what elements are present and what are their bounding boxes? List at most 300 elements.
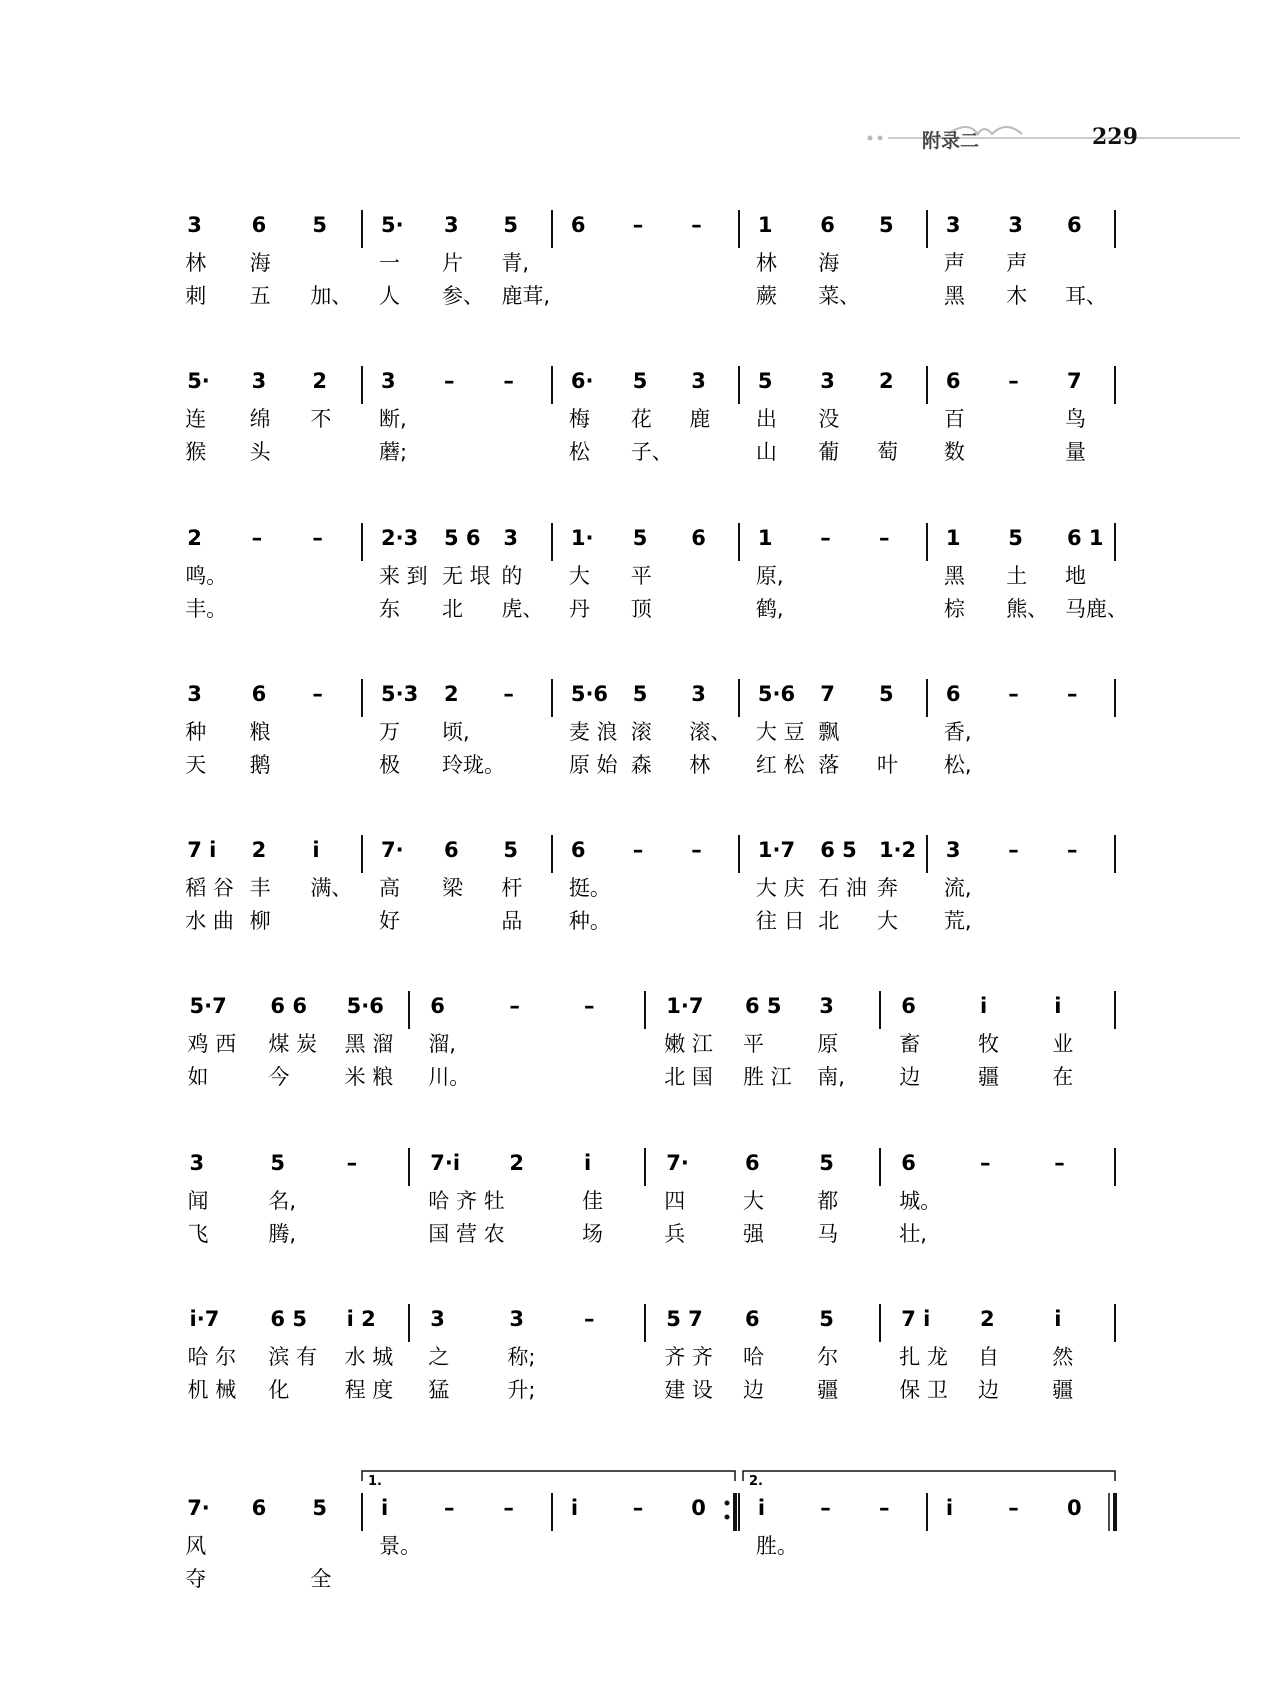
note: i — [757, 1496, 766, 1520]
note: 2 — [187, 526, 202, 550]
repeat-dot — [725, 1501, 730, 1506]
lyric-verse-2: 黑 — [943, 284, 965, 308]
lyric-verse-2: 化 — [268, 1378, 290, 1402]
lyric-verse-2: 子、 — [630, 440, 673, 464]
note: 5 — [503, 838, 519, 862]
note: 2 — [878, 369, 894, 393]
lyric-verse-2: 鹤, — [755, 597, 784, 621]
lyric-verse-1: 哈 齐 牡 — [428, 1189, 505, 1213]
lyric-verse-1: 黑 溜 — [344, 1032, 394, 1056]
lyric-verse-1: 闻 — [187, 1189, 209, 1213]
lyric-verse-2: 保 卫 — [899, 1378, 948, 1402]
note: 7·i — [430, 1151, 461, 1175]
lyric-verse-2: 松, — [943, 753, 972, 777]
volta-bracket-2 — [743, 1471, 1115, 1481]
lyric-verse-1: 水 城 — [344, 1345, 394, 1369]
note: i 2 — [346, 1307, 376, 1331]
lyric-verse-2: 品 — [501, 909, 523, 933]
note: 5 — [757, 369, 773, 393]
lyric-verse-2: 在 — [1052, 1065, 1074, 1089]
note: 1·7 — [757, 838, 796, 862]
lyric-verse-1: 齐 齐 — [664, 1345, 713, 1369]
note: 6 — [901, 994, 916, 1018]
note: 5 — [503, 213, 519, 237]
note: 3 — [820, 369, 835, 393]
lyric-verse-2: 玲珑。 — [442, 753, 505, 777]
lyric-verse-1: 鸡 西 — [187, 1032, 237, 1056]
lyric-verse-1: 自 — [978, 1345, 999, 1369]
note: 1 — [757, 213, 773, 237]
lyric-verse-1: 原 — [817, 1032, 839, 1056]
note: – — [1008, 838, 1019, 862]
lyric-verse-2: 林 — [689, 753, 711, 777]
lyric-verse-1: 声 — [1006, 251, 1028, 275]
note: 6 5 — [745, 994, 782, 1018]
note: i — [583, 1151, 592, 1175]
lyric-verse-1: 大 — [568, 564, 590, 588]
lyric-verse-1: 大 庆 — [755, 876, 805, 900]
note: 5 6 — [444, 526, 481, 550]
lyric-verse-1: 片 — [442, 251, 463, 275]
note: – — [1008, 369, 1019, 393]
score-system — [188, 991, 1115, 1089]
lyric-verse-2: 南, — [817, 1065, 845, 1089]
note: 2 — [509, 1151, 525, 1175]
lyric-verse-1: 种 — [185, 720, 207, 744]
note: – — [251, 526, 263, 550]
lyric-verse-1: 林 — [755, 251, 777, 275]
lyric-verse-1: 海 — [818, 251, 840, 275]
lyric-verse-2: 胜 江 — [743, 1065, 792, 1089]
note: 6 1 — [1066, 526, 1104, 550]
lyric-verse-2: 叶 — [876, 753, 898, 777]
lyric-verse-1: 飘 — [818, 720, 840, 744]
note: 3 — [381, 369, 396, 393]
lyric-verse-1: 石 油 — [818, 876, 867, 900]
lyric-verse-1: 梅 — [568, 407, 590, 431]
note: – — [980, 1151, 991, 1175]
note: i — [1054, 1307, 1062, 1331]
note: 3 — [691, 369, 706, 393]
lyric-verse-1: 来 到 — [379, 564, 428, 588]
note: 3 — [1008, 213, 1023, 237]
lyric-verse-2: 升; — [507, 1378, 536, 1402]
note: 5 — [632, 369, 648, 393]
lyric-verse-1: 奔 — [876, 876, 898, 900]
note: 5 — [819, 1151, 834, 1175]
lyric-verse-2: 熊、 — [1006, 597, 1049, 621]
lyric-verse-1: 高 — [379, 876, 400, 900]
lyric-verse-1: 一 — [379, 251, 400, 275]
volta-label-2: 2. — [749, 1474, 763, 1489]
note: 3 — [189, 1151, 205, 1175]
note: – — [444, 369, 455, 393]
lyric-verse-1: 滚、 — [689, 720, 732, 744]
note: – — [632, 838, 644, 862]
section-title: 附录二 — [922, 130, 980, 152]
note: 7 i — [901, 1307, 931, 1331]
note: – — [1054, 1151, 1065, 1175]
lyric-verse-1: 滨 有 — [268, 1345, 318, 1369]
lyric-verse-2: 川。 — [428, 1065, 471, 1089]
lyric-verse-1: 出 — [755, 407, 777, 431]
score-system — [185, 679, 1115, 777]
score-system — [185, 1471, 1115, 1591]
note: 6 5 — [270, 1307, 307, 1331]
lyric-verse-1: 尔 — [817, 1345, 839, 1369]
note: – — [583, 994, 595, 1018]
note: 5 7 — [666, 1307, 703, 1331]
lyric-verse-1: 花 — [630, 407, 652, 431]
lyric-verse-1: 城。 — [899, 1189, 942, 1213]
note: i — [570, 1496, 579, 1520]
note: – — [1066, 838, 1078, 862]
lyric-verse-2: 丰。 — [185, 597, 228, 621]
lyric-verse-1: 的 — [501, 564, 523, 588]
lyric-verse-1: 流, — [943, 876, 972, 900]
lyric-verse-1: 粮 — [249, 720, 271, 744]
lyric-verse-2: 好 — [379, 909, 400, 933]
note: 6 — [820, 213, 835, 237]
note: – — [632, 213, 644, 237]
note: 5 — [632, 682, 648, 706]
note: 5· — [187, 369, 210, 393]
lyric-verse-1: 丰 — [249, 876, 271, 900]
lyric-verse-1: 断, — [379, 407, 407, 431]
lyric-verse-1: 嫩 江 — [664, 1032, 713, 1056]
note: – — [878, 1496, 890, 1520]
lyric-verse-2: 棕 — [943, 597, 965, 621]
lyric-verse-2: 往 日 — [755, 909, 805, 933]
lyric-verse-1: 哈 尔 — [187, 1345, 237, 1369]
lyric-verse-2: 强 — [743, 1222, 764, 1246]
lyric-verse-2: 柳 — [249, 909, 271, 933]
note: 1 — [757, 526, 773, 550]
lyric-verse-2: 落 — [818, 753, 840, 777]
lyric-verse-2: 种。 — [568, 909, 611, 933]
lyric-verse-2: 蘑; — [379, 440, 408, 464]
lyric-verse-1: 无 垠 — [442, 564, 491, 588]
lyric-verse-2: 加、 — [310, 284, 353, 308]
note: i — [945, 1496, 954, 1520]
note: 1·7 — [666, 994, 704, 1018]
lyric-verse-1: 鹿 — [689, 407, 711, 431]
lyric-verse-1: 风 — [185, 1534, 207, 1558]
lyric-verse-2: 场 — [581, 1222, 603, 1246]
lyric-verse-1: 大 豆 — [755, 720, 805, 744]
note: 0 — [1066, 1496, 1082, 1520]
lyric-verse-2: 马 — [817, 1222, 839, 1246]
lyric-verse-1: 哈 — [743, 1345, 764, 1369]
note: – — [632, 1496, 644, 1520]
lyric-verse-1: 林 — [185, 251, 207, 275]
page-number: 229 — [1092, 124, 1138, 150]
note: 6 — [945, 682, 961, 706]
lyric-verse-1: 原, — [755, 564, 784, 588]
lyric-verse-2: 人 — [379, 284, 400, 308]
lyric-verse-1: 地 — [1064, 564, 1086, 588]
volta-label-1: 1. — [368, 1474, 382, 1489]
lyric-verse-1: 胜。 — [755, 1534, 798, 1558]
lyric-verse-2: 原 始 — [568, 753, 618, 777]
lyric-verse-1: 平 — [630, 564, 652, 588]
lyric-verse-1: 万 — [379, 720, 400, 744]
note: 5 — [1008, 526, 1023, 550]
note: 6 — [570, 838, 586, 862]
lyric-verse-2: 五 — [249, 284, 271, 308]
note: 5 — [632, 526, 648, 550]
score-system — [185, 835, 1115, 933]
lyric-verse-2: 国 营 农 — [428, 1222, 505, 1246]
note: 1· — [570, 526, 594, 550]
lyric-verse-1: 梁 — [442, 876, 463, 900]
lyric-verse-2: 壮, — [899, 1222, 927, 1246]
lyric-verse-1: 滚 — [630, 720, 652, 744]
lyric-verse-1: 海 — [249, 251, 271, 275]
lyric-verse-2: 北 — [442, 597, 463, 621]
lyric-verse-1: 煤 炭 — [268, 1032, 318, 1056]
note: 2 — [980, 1307, 995, 1331]
note: 6 — [251, 1496, 267, 1520]
lyric-verse-2: 北 国 — [664, 1065, 713, 1089]
note: 5·6 — [346, 994, 384, 1018]
lyric-verse-2: 森 — [630, 753, 652, 777]
lyric-verse-1: 大 — [743, 1189, 764, 1213]
note: – — [1008, 1496, 1019, 1520]
lyric-verse-2: 参、 — [442, 284, 484, 308]
note: 6 — [691, 526, 706, 550]
score-system — [185, 366, 1115, 464]
note: 6 — [945, 369, 961, 393]
lyric-verse-1: 扎 龙 — [899, 1345, 948, 1369]
lyric-verse-1: 百 — [943, 407, 965, 431]
lyric-verse-1: 黑 — [943, 564, 965, 588]
note: 5 — [878, 682, 894, 706]
lyric-verse-1: 平 — [743, 1032, 764, 1056]
note: 7 — [1066, 369, 1082, 393]
lyric-verse-1: 鸣。 — [185, 564, 228, 588]
lyric-verse-2: 水 曲 — [185, 909, 234, 933]
lyric-verse-1: 称; — [507, 1345, 536, 1369]
lyric-verse-2: 极 — [379, 753, 400, 777]
note: 6 — [430, 994, 445, 1018]
lyric-verse-2: 腾, — [268, 1222, 297, 1246]
lyric-verse-1: 青, — [501, 251, 530, 275]
lyric-verse-2: 顶 — [630, 597, 652, 621]
note: 5 — [819, 1307, 834, 1331]
lyric-verse-2: 程 度 — [344, 1378, 394, 1402]
lyric-verse-1: 畜 — [899, 1032, 921, 1056]
lyric-verse-2: 北 — [818, 909, 840, 933]
lyric-verse-2: 大 — [876, 909, 898, 933]
note: 6· — [570, 369, 594, 393]
note: – — [691, 213, 702, 237]
note: – — [1008, 682, 1019, 706]
lyric-verse-1: 土 — [1006, 564, 1028, 588]
lyric-verse-1: 稻 谷 — [185, 876, 234, 900]
note: 3 — [945, 213, 961, 237]
lyric-verse-1: 麦 浪 — [568, 720, 618, 744]
lyric-verse-2: 东 — [379, 597, 400, 621]
lyric-verse-2: 边 — [899, 1065, 921, 1089]
note: 5 — [312, 1496, 327, 1520]
note: 5 — [878, 213, 894, 237]
lyric-verse-2: 今 — [268, 1065, 290, 1089]
note: 2 — [312, 369, 327, 393]
note: 6 — [901, 1151, 916, 1175]
lyric-verse-1: 牧 — [978, 1032, 999, 1056]
lyric-verse-2: 边 — [978, 1378, 999, 1402]
note: i — [312, 838, 320, 862]
lyric-verse-1: 顷, — [442, 720, 470, 744]
lyric-verse-2: 刺 — [185, 284, 207, 308]
note: 3 — [187, 213, 202, 237]
note: 3 — [187, 682, 202, 706]
lyric-verse-2: 山 — [755, 440, 777, 464]
lyric-verse-2: 猴 — [185, 440, 207, 464]
lyric-verse-1: 名, — [268, 1189, 297, 1213]
lyric-verse-2: 菜、 — [818, 284, 861, 308]
note: 7· — [381, 838, 404, 862]
lyric-verse-1: 鸟 — [1064, 407, 1086, 431]
lyric-verse-2: 夺 — [185, 1567, 207, 1591]
note: – — [820, 526, 831, 550]
note: 2 — [444, 682, 459, 706]
note: 5·6 — [757, 682, 796, 706]
lyric-verse-2: 马鹿、 — [1064, 597, 1128, 621]
note: 3 — [503, 526, 519, 550]
lyric-verse-2: 丹 — [568, 597, 590, 621]
note: 7· — [666, 1151, 689, 1175]
lyric-verse-2: 鹿茸, — [501, 284, 551, 308]
score-system — [185, 523, 1128, 621]
note: – — [583, 1307, 595, 1331]
note: – — [312, 526, 323, 550]
lyric-verse-2: 疆 — [978, 1065, 999, 1089]
lyric-verse-1: 四 — [664, 1189, 686, 1213]
note: – — [820, 1496, 831, 1520]
lyric-verse-2: 葡 — [818, 440, 840, 464]
repeat-dot — [725, 1515, 730, 1520]
note: 6 — [251, 213, 267, 237]
lyric-verse-1: 挺。 — [568, 876, 611, 900]
note: 7 — [820, 682, 835, 706]
score-system — [185, 210, 1115, 308]
note: – — [503, 682, 514, 706]
lyric-verse-2: 松 — [568, 440, 590, 464]
note: – — [509, 994, 520, 1018]
lyric-verse-2: 荒, — [943, 909, 972, 933]
lyric-verse-2: 建 设 — [664, 1378, 713, 1402]
note: 7 i — [187, 838, 217, 862]
volta-bracket-1 — [362, 1471, 735, 1481]
lyric-verse-2: 米 粮 — [344, 1065, 394, 1089]
note: 6 — [745, 1307, 760, 1331]
lyric-verse-1: 没 — [818, 407, 840, 431]
lyric-verse-1: 连 — [185, 407, 207, 431]
lyric-verse-1: 佳 — [581, 1189, 603, 1213]
note: 0 — [691, 1496, 706, 1520]
note: i·7 — [189, 1307, 220, 1331]
note: 6 6 — [270, 994, 307, 1018]
note: 6 — [444, 838, 459, 862]
note: i — [1054, 994, 1062, 1018]
lyric-verse-2: 兵 — [664, 1222, 686, 1246]
note: 3 — [444, 213, 459, 237]
lyric-verse-2: 鹅 — [249, 753, 271, 777]
lyric-verse-1: 之 — [428, 1345, 450, 1369]
lyric-verse-1: 声 — [943, 251, 965, 275]
note: 5 — [270, 1151, 286, 1175]
note: 3 — [251, 369, 267, 393]
note: – — [503, 1496, 514, 1520]
note: 7· — [187, 1496, 210, 1520]
note: 2·3 — [381, 526, 419, 550]
lyric-verse-2: 机 械 — [187, 1378, 237, 1402]
score-system — [188, 1304, 1115, 1402]
lyric-verse-1: 景。 — [379, 1534, 421, 1558]
lyric-verse-2: 全 — [310, 1567, 332, 1591]
note: – — [691, 838, 702, 862]
note: 3 — [819, 994, 834, 1018]
lyric-verse-2: 疆 — [817, 1378, 839, 1402]
lyric-verse-1: 满、 — [310, 876, 353, 900]
lyric-verse-2: 边 — [743, 1378, 764, 1402]
note: 5·7 — [189, 994, 227, 1018]
note: 5·6 — [570, 682, 609, 706]
note: 3 — [509, 1307, 525, 1331]
note: – — [1066, 682, 1078, 706]
lyric-verse-2: 红 松 — [755, 753, 805, 777]
note: 6 — [1066, 213, 1082, 237]
lyric-verse-2: 蕨 — [755, 284, 777, 308]
lyric-verse-2: 萄 — [876, 440, 898, 464]
note: 5· — [381, 213, 404, 237]
lyric-verse-2: 猛 — [428, 1378, 450, 1402]
lyric-verse-2: 天 — [185, 753, 207, 777]
lyric-verse-2: 头 — [249, 440, 271, 464]
lyric-verse-1: 香, — [943, 720, 972, 744]
note: 3 — [945, 838, 961, 862]
lyric-verse-2: 如 — [187, 1065, 209, 1089]
note: 5 — [312, 213, 327, 237]
lyric-verse-1: 溜, — [428, 1032, 456, 1056]
note: – — [878, 526, 890, 550]
lyric-verse-2: 疆 — [1052, 1378, 1074, 1402]
note: i — [381, 1496, 389, 1520]
note: 6 — [251, 682, 267, 706]
lyric-verse-1: 然 — [1052, 1345, 1074, 1369]
lyric-verse-1: 绵 — [249, 407, 271, 431]
note: 6 — [570, 213, 586, 237]
lyric-verse-1: 杆 — [501, 876, 523, 900]
lyric-verse-2: 耳、 — [1064, 284, 1107, 308]
note: – — [444, 1496, 455, 1520]
note: – — [312, 682, 323, 706]
lyric-verse-2: 数 — [943, 440, 965, 464]
lyric-verse-1: 都 — [817, 1189, 839, 1213]
note: 1 — [945, 526, 961, 550]
note: 1·2 — [878, 838, 917, 862]
note: i — [980, 994, 988, 1018]
lyric-verse-2: 木 — [1006, 284, 1028, 308]
note: 6 5 — [820, 838, 857, 862]
note: 3 — [430, 1307, 445, 1331]
note: 6 — [745, 1151, 760, 1175]
lyric-verse-2: 量 — [1064, 440, 1086, 464]
lyric-verse-1: 业 — [1052, 1032, 1074, 1056]
note: 2 — [251, 838, 267, 862]
